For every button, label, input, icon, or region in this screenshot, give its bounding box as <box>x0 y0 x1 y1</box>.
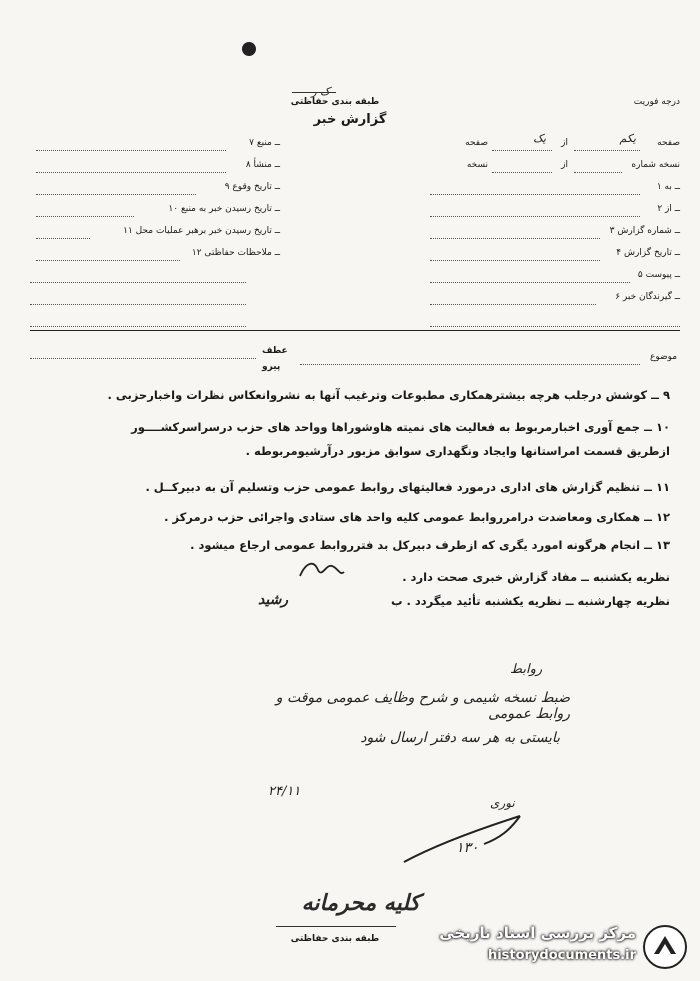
field-page-mid-value: یک <box>533 132 546 145</box>
field-from-label: ۲ ــ از <box>657 204 680 214</box>
field-news-to-source-date-dots <box>36 216 134 217</box>
field-to-label: ۱ ــ به <box>656 182 680 192</box>
bottom-stamp-text: کلیه محرمانه <box>301 890 420 916</box>
body-line-11: ۱۱ ــ تنظیم گزارش های اداری درمورد فعالیتهای روابط عمومی حزب وتسلیم آن به دبیرکــل . <box>145 480 670 494</box>
field-page-mid: از <box>561 138 568 148</box>
field-attachment-dots <box>430 282 630 283</box>
field-extra-dots-3 <box>30 326 246 327</box>
field-extra-line-1 <box>30 266 280 288</box>
body-line-10-cont: ازطریق قسمت امراستانها وایجاد ونگهداری سوابق مزبور درآرشیومربوطه . <box>245 444 670 458</box>
ref-label: عطف <box>262 346 288 356</box>
field-copy-mid-dots <box>492 172 552 173</box>
watermark <box>430 920 692 974</box>
field-page-mid-dots <box>492 150 552 151</box>
priority-label: درجه فوریت <box>633 97 680 107</box>
handwritten-note-date: ۲۴/۱۱ <box>268 784 301 799</box>
opinion-signature-1 <box>296 556 346 589</box>
field-report-date-dots <box>430 260 600 261</box>
field-recipients-label: ۶ ــ گیرندگان خبر <box>615 292 680 302</box>
handwritten-note-line-2: بایستی به هر سه دفتر ارسال شود <box>360 730 560 746</box>
opinion-sunday: نظریه یکشنبه ــ مفاد گزارش خبری صحت دارد . <box>402 570 670 584</box>
field-to <box>430 178 680 200</box>
field-from <box>430 200 680 222</box>
watermark-logo-icon <box>642 924 688 970</box>
left-fields <box>30 134 280 332</box>
field-source-dots <box>36 150 226 151</box>
field-origin-dots <box>36 172 226 173</box>
field-copy-dots <box>574 172 622 173</box>
field-occurrence-date-dots <box>36 194 196 195</box>
body-line-12: ۱۲ ــ همکاری ومعاضدت درامرروابط عمومی کلیه واحد های ستادی واجرائی حزب درمرکز . <box>164 510 670 524</box>
opinion-signature-2: رشید <box>258 592 289 608</box>
field-copy-end: نسخه <box>466 160 488 170</box>
field-source-label: ۷ ــ منبع <box>249 138 280 148</box>
field-news-to-source-date-label: ۱۰ ــ تاریخ رسیدن خبر به منبع <box>168 204 280 214</box>
field-to-dots <box>430 194 640 195</box>
bottom-signature-mark: ۱۳۰ <box>456 840 479 856</box>
field-news-to-source-date <box>30 200 280 222</box>
bottom-signature-note: نوری <box>490 796 515 810</box>
field-page-label: صفحه <box>657 138 680 148</box>
field-extra-line-3 <box>30 310 280 332</box>
opinion-wednesday: نظریه چهارشنبه ــ نظریه یکشنبه تأئید میگردد . ب <box>390 594 670 608</box>
field-source <box>30 134 280 156</box>
field-page-end: صفحه <box>465 138 488 148</box>
bottom-stamp-underline <box>276 926 396 927</box>
watermark-title: مرکز بررسی اسناد تاریخی <box>439 924 636 942</box>
field-extra-line-2 <box>30 288 280 310</box>
field-security-notes <box>30 244 280 266</box>
header-divider <box>30 330 680 331</box>
field-extra-dots-1 <box>30 282 246 283</box>
form-title: گزارش خبر <box>313 112 387 127</box>
field-origin-label: ۸ ــ منشأ <box>245 160 280 170</box>
handwritten-note-line-1: ضبط نسخه شیمی و شرح وظایف عمومی موقت و روابط عمومی <box>275 690 570 722</box>
subject-label: موضوع <box>650 352 678 362</box>
watermark-url: historydocuments.ir <box>487 948 636 963</box>
ref-dots <box>30 358 256 359</box>
follow-label: پیرو <box>262 362 281 372</box>
field-copy <box>430 156 680 178</box>
signature-scribble-icon <box>296 556 346 584</box>
field-report-date <box>430 244 680 266</box>
field-attachment <box>430 266 680 288</box>
subject-dots <box>300 364 640 365</box>
field-page <box>430 134 680 156</box>
bottom-classification-label: طبقه بندی حفاظتی <box>290 934 380 944</box>
field-occurrence-date <box>30 178 280 200</box>
field-news-to-leader-date-dots <box>36 238 90 239</box>
seal-dot-icon <box>242 42 256 56</box>
field-page-dots <box>574 150 640 151</box>
field-report-date-label: ۴ ــ تاریخ گزارش <box>616 248 680 258</box>
field-recipients-dots-2 <box>430 326 680 327</box>
body-line-9: ۹ ــ کوشش درجلب هرچه بیشترهمکاری مطبوعات وترغیب آنها به نشروانعکاس نظرات واخبارحزبی . <box>107 388 670 402</box>
body-line-10: ۱۰ ــ جمع آوری اخبارمربوط به فعالیت های نمیته هاوشوراها وواحد های حزب درسراسرکشــــور <box>131 420 670 434</box>
handwritten-note-heading: روابط <box>510 662 543 677</box>
field-news-to-leader-date <box>30 222 280 244</box>
field-report-number-dots <box>430 238 600 239</box>
field-recipients <box>430 288 680 310</box>
field-extra-dots-2 <box>30 304 246 305</box>
field-occurrence-date-label: ۹ ــ تاریخ وقوع <box>224 182 280 192</box>
field-report-number <box>430 222 680 244</box>
field-copy-label: نسخه شماره <box>631 160 680 170</box>
field-from-dots <box>430 216 640 217</box>
field-attachment-label: ۵ ــ پیوست <box>637 270 680 280</box>
field-recipients-dots <box>430 304 596 305</box>
classification-mark-text: ک ر <box>311 85 330 98</box>
field-report-number-label: ۳ ــ شماره گزارش <box>609 226 680 236</box>
field-page-value: یکم <box>619 132 636 145</box>
field-origin <box>30 156 280 178</box>
field-security-notes-label: ۱۲ ــ ملاحظات حفاظتی <box>191 248 280 258</box>
field-copy-mid: از <box>561 160 568 170</box>
signature-flourish-icon <box>400 808 540 868</box>
classification-label: طبقه بندی حفاظتی <box>290 97 380 107</box>
field-security-notes-dots <box>36 260 180 261</box>
body-line-13: ۱۳ ــ انجام هرگونه امورد یگری که ازطرف دبیرکل بد فترروابط عمومی ارجاع میشود . <box>190 538 670 552</box>
classification-underline <box>292 92 336 93</box>
field-news-to-leader-date-label: ۱۱ ــ تاریخ رسیدن خبر برهبر عملیات محل <box>123 226 280 236</box>
right-fields <box>430 134 680 310</box>
